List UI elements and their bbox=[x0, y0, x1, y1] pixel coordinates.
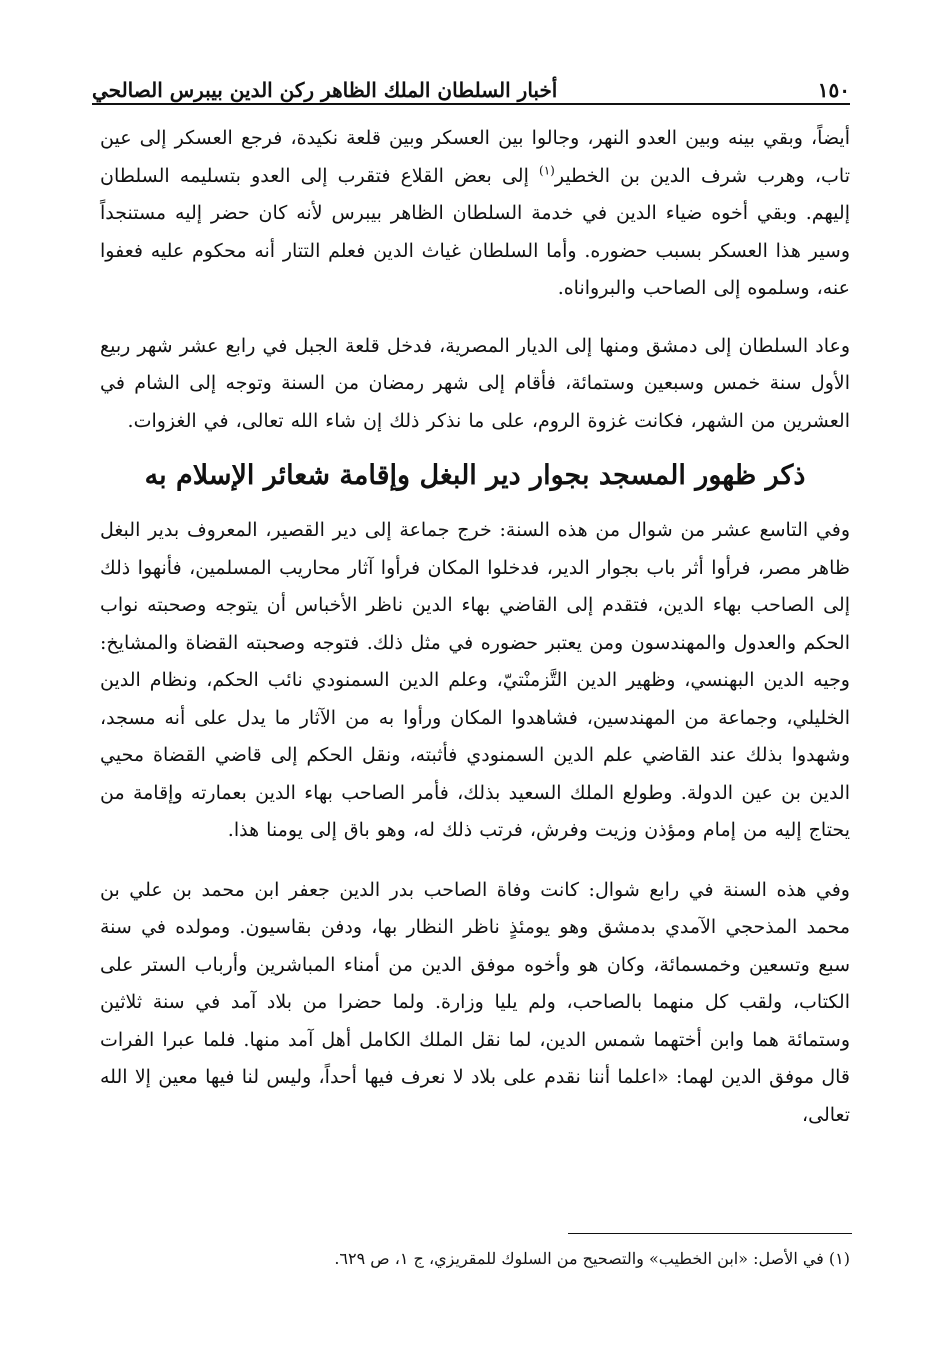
paragraph-1-end: إلى بعض القلاع فتقرب إلى العدو بتسليمه السلطان إليهم. وبقي أخوه ضياء الدين في خدمة السلطان الظاهر بيبرس لأنه كان حضر إليه مستنجداً وسير هذا العسكر بسبب حضوره. وأما السلطان غياث الدين فعلم التتار أنه محكوم عليه فعفوا عنه، وسلموه إلى الصاحب والبرواناه. bbox=[100, 164, 850, 299]
paragraph-4: وفي هذه السنة في رابع شوال: كانت وفاة الصاحب بدر الدين جعفر ابن محمد بن علي بن محمد المذحجي الآمدي بدمشق وهو يومئذٍ ناظر النظار بها، ودفن بقاسيون. ومولده في سنة سبع وتسعين وخمسمائة، وكان هو وأخوه موفق الدين من أمناء المباشرين وأرباب الستر على الكتاب، ولقب كل منهما بالصاحب، ولم يليا وزارة. ولما حضرا من بلاد آمد في سنة ثلاثين وستمائة هما وابن أختهما شمس الدين، لما نقل الملك الكامل أهل آمد منها. فلما عبرا الفرات قال موفق الدين لهما: «اعلما أننا نقدم على بلاد لا نعرف فيها أحداً، وليس لنا فيها معين إلا الله تعالى، bbox=[100, 878, 850, 1126]
footnote-reference[interactable]: (١) bbox=[539, 163, 555, 178]
paragraph-3: وفي التاسع عشر من شوال من هذه السنة: خرج جماعة إلى دير القصير، المعروف بدير البغل ظاهر مصر، فرأوا أثر باب بجوار الدير، فدخلوا المكان فرأوا آثار محاريب المسلمين، فأنهوا ذلك إلى الصاحب بهاء الدين، فتقدم إلى القاضي بهاء الدين ناظر الأخباس أن يتوجه وصحبته نواب الحكم والعدول والمهندسون ومن يعتبر حضوره في مثل ذلك. فتوجه وصحبته القضاة والمشايخ: وجيه الدين البهنسي، وظهير الدين التَّزمنْتيّ، وعلم الدين السمنودي نائب الحكم، ونظام الدين الخليلي، وجماعة من المهندسين، فشاهدوا المكان ورأوا به من الآثار ما يدل على أنه مسجد، وشهدوا بذلك عند القاضي علم الدين السمنودي فأثبته، ونقل الحكم إلى قاضي القضاة محيي الدين بن عين الدولة. وطولع الملك السعيد بذلك، فأمر الصاحب بهاء الدين بعمارته وإقامة من يحتاج إليه من إمام ومؤذن وزيت وفرش، فرتب ذلك له، وهو باق إلى يومنا هذا. bbox=[100, 519, 850, 841]
footnote-rule bbox=[568, 1233, 852, 1234]
header-rule bbox=[92, 103, 850, 105]
running-title: أخبار السلطان الملك الظاهر ركن الدين بيبرس الصالحي bbox=[92, 78, 558, 102]
running-head bbox=[92, 62, 850, 102]
paragraph-gap bbox=[100, 850, 850, 872]
page-number: ١٥٠ bbox=[817, 78, 850, 102]
footnote: (١) في الأصل: «ابن الخطيب» والتصحيح من السلوك للمقريزي، ج ١، ص ٦٢٩. bbox=[334, 1249, 850, 1268]
paragraph-2: وعاد السلطان إلى دمشق ومنها إلى الديار المصرية، فدخل قلعة الجبل في رابع عشر شهر ربيع الأول سنة خمس وسبعين وستمائة، فأقام إلى شهر رمضان من السنة وتوجه إلى الشام في العشرين من الشهر، فكانت غزوة الروم، على ما نذكر ذلك إن شاء الله تعالى، في الغزوات. bbox=[100, 334, 850, 432]
paragraph-gap bbox=[100, 308, 850, 328]
section-heading: ذكر ظهور المسجد بجوار دير البغل وإقامة شعائر الإسلام به bbox=[144, 460, 806, 491]
main-text bbox=[100, 120, 850, 1134]
paragraph-1 bbox=[100, 120, 850, 308]
paragraph-1-start: أيضاً، وبقي بينه وبين العدو النهر، وجالوا بين العسكر وبين قلعة نكيدة، فرجع العسكر إلى عين تاب، وهرب شرف الدين بن الخطير bbox=[100, 127, 850, 187]
